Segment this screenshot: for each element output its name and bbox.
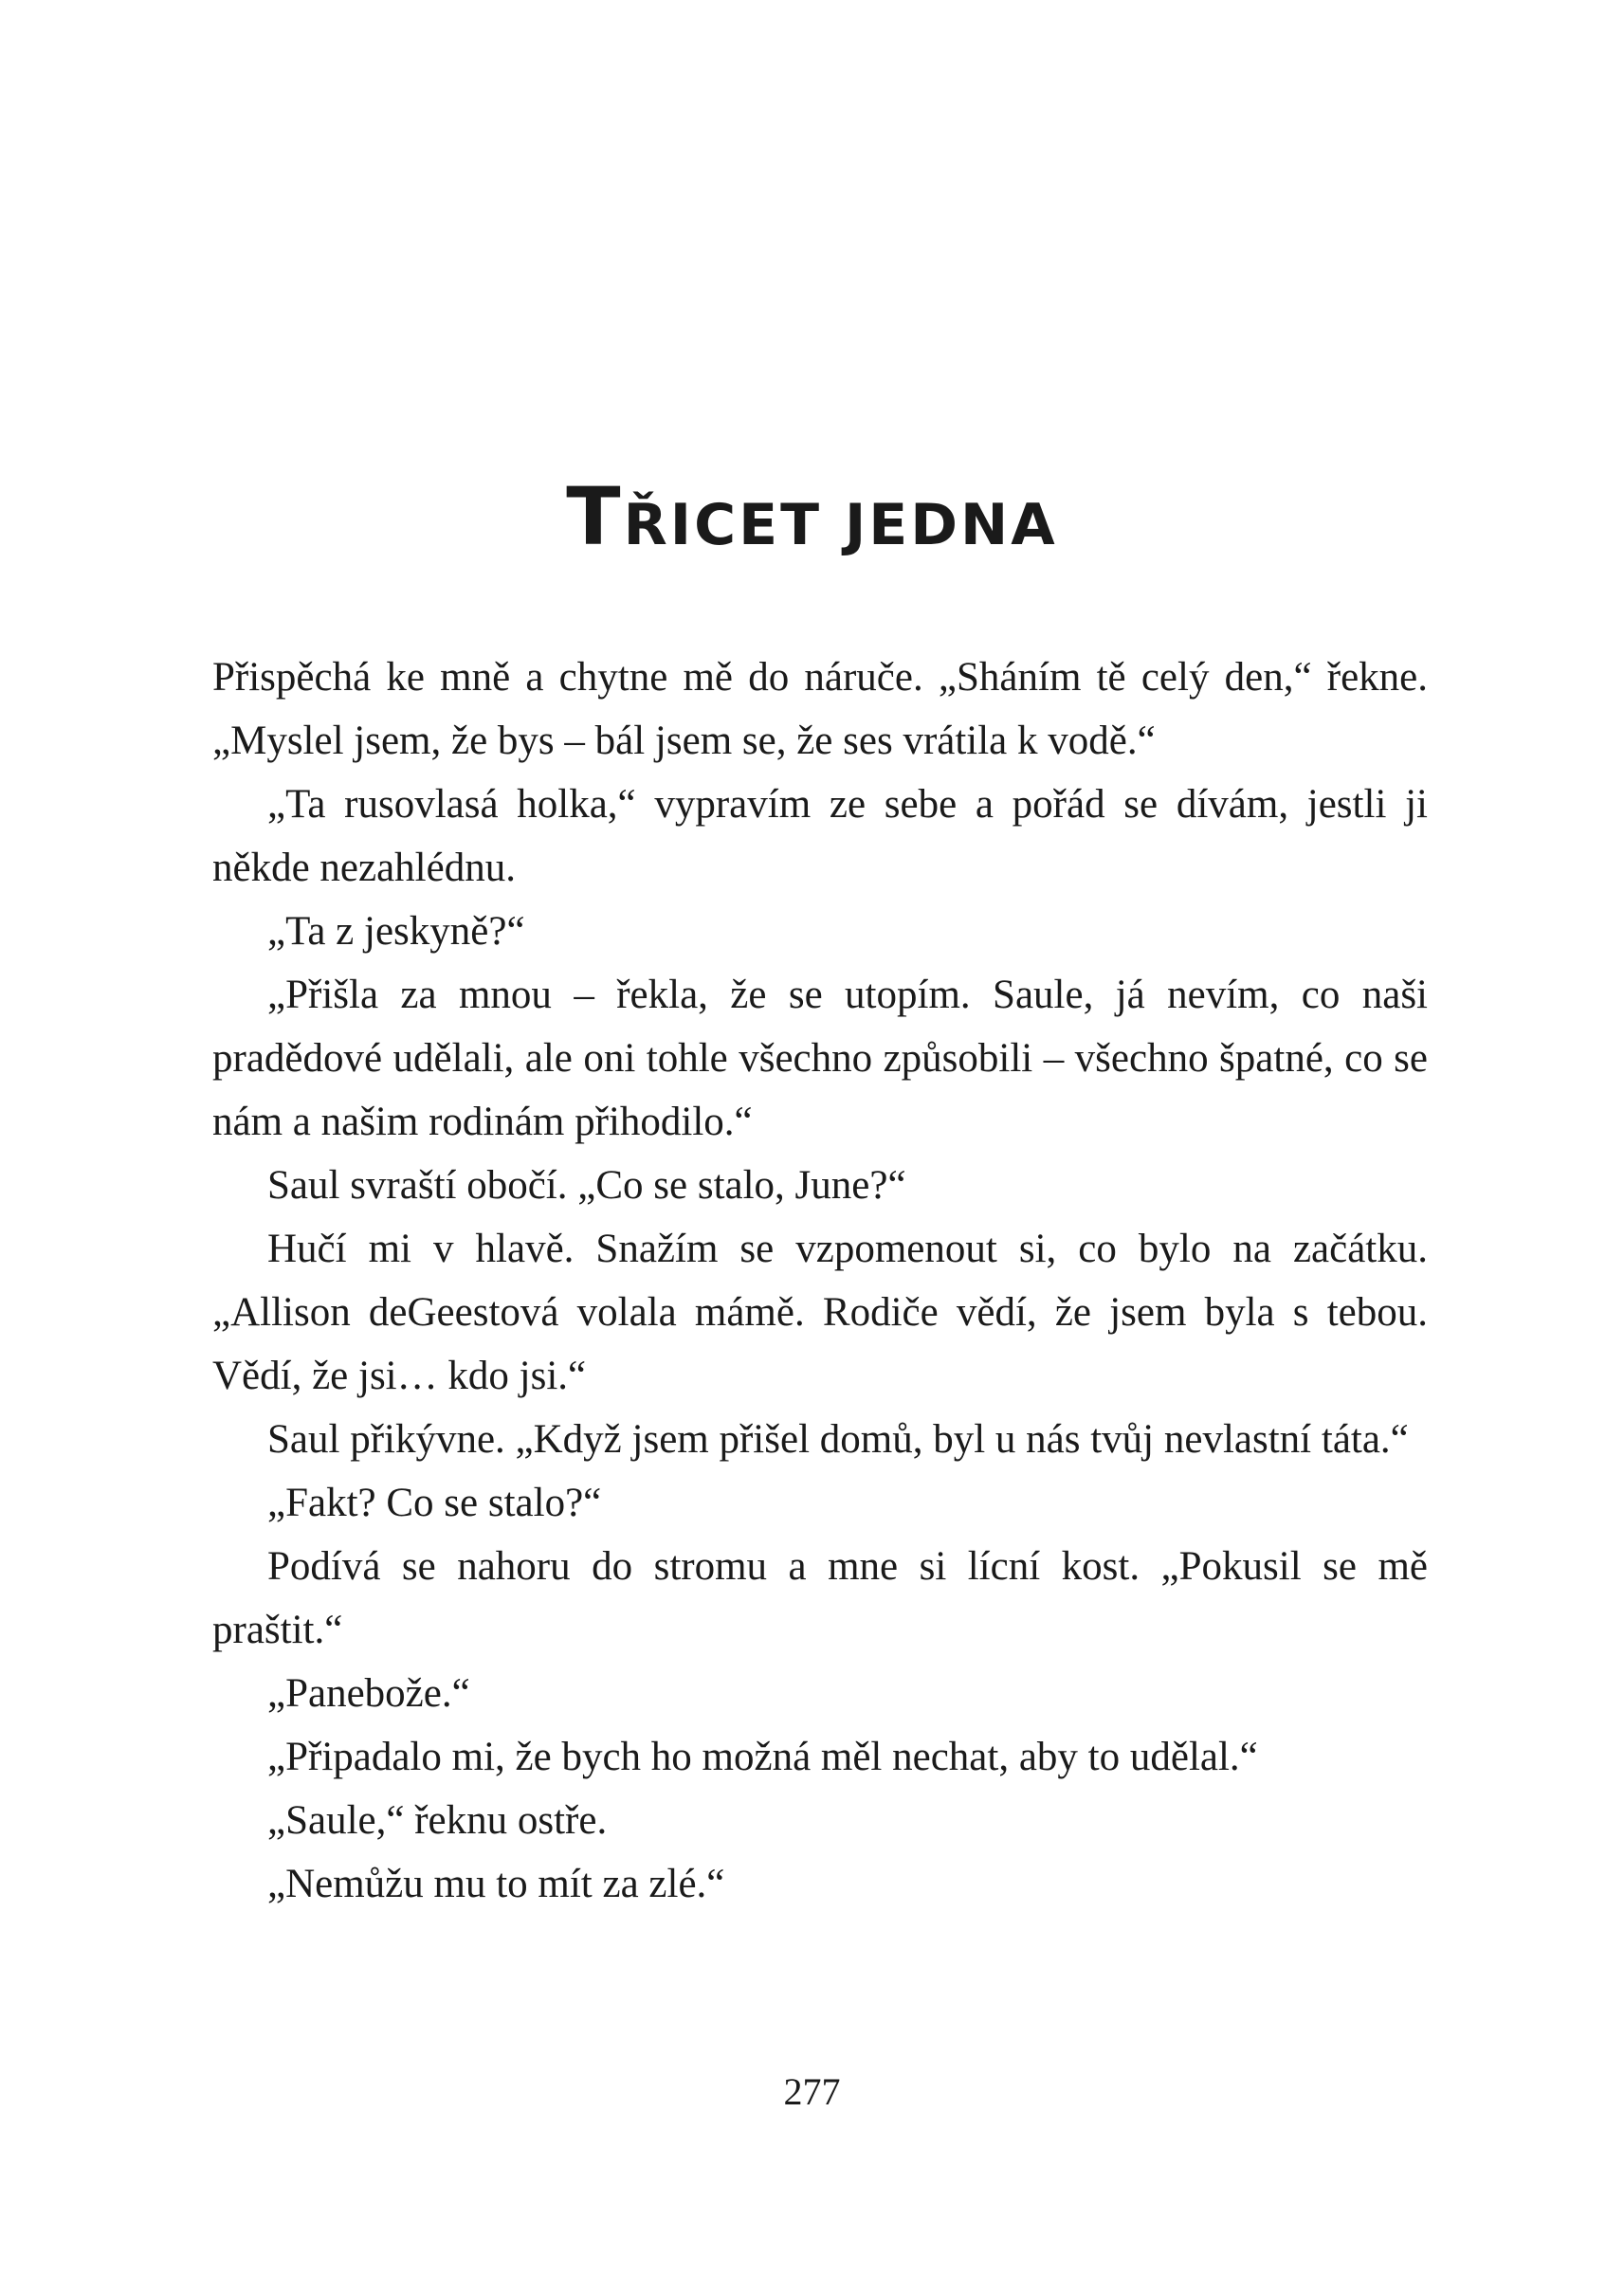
- page-number: 277: [783, 2070, 841, 2113]
- paragraph: „Ta z jeskyně?“: [267, 909, 525, 954]
- paragraph: Přispěchá ke mně a chytne mě do náruče. „Sháním tě celý den,“ řekne. „Myslel jsem, že bys – bál jsem se, že ses vrátila k vodě.“: [212, 655, 1428, 763]
- paragraph: „Nemůžu mu to mít za zlé.“: [267, 1862, 725, 1906]
- paragraph: Podívá se nahoru do stromu a mne si lícní kost. „Pokusil se mě praštit.“: [212, 1544, 1428, 1652]
- paragraph: Saul přikývne. „Když jsem přišel domů, byl u nás tvůj nevlastní táta.“: [267, 1417, 1409, 1462]
- chapter-title-rest: ŘICET JEDNA: [623, 492, 1058, 559]
- paragraph: „Přišla za mnou – řekla, že se utopím. Saule, já nevím, co naši pradědové udělali, ale oni tohle všechno způsobili – všechno špatné, co se nám a našim rodinám přihodilo.“: [212, 973, 1428, 1144]
- paragraph: „Saule,“ řeknu ostře.: [267, 1798, 608, 1843]
- paragraph: „Připadalo mi, že bych ho možná měl nechat, aby to udělal.“: [267, 1735, 1258, 1779]
- paragraph: „Panebože.“: [267, 1671, 470, 1716]
- chapter-title-initial: T: [566, 470, 624, 564]
- paragraph: „Ta rusovlasá holka,“ vypravím ze sebe a pořád se dívám, jestli ji někde nezahlédnu.: [212, 782, 1428, 890]
- chapter-title: [0, 470, 1624, 563]
- paragraph: Saul svraští obočí. „Co se stalo, June?“: [267, 1163, 906, 1208]
- chapter-body: [212, 646, 1428, 1916]
- paragraph: „Fakt? Co se stalo?“: [267, 1481, 602, 1525]
- paragraph: Hučí mi v hlavě. Snažím se vzpomenout si, co bylo na začátku. „Allison deGeestová volala mámě. Rodiče vědí, že jsem byla s tebou. Vědí, že jsi… kdo jsi.“: [212, 1227, 1428, 1398]
